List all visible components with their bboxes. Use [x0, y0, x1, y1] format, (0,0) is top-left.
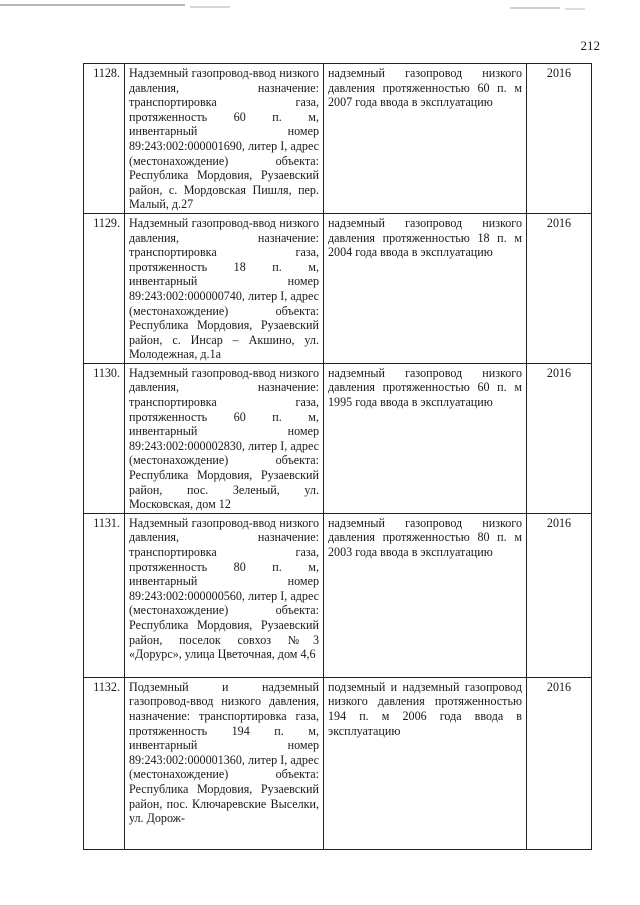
- year: 2016: [527, 677, 592, 849]
- row-number: 1132.: [84, 677, 125, 849]
- object-description: надземный газопровод низкого давления протяженностью 60 п. м 2007 года ввода в эксплуатацию: [324, 64, 527, 214]
- year: 2016: [527, 64, 592, 214]
- scan-edge-artifact: [0, 0, 640, 14]
- year: 2016: [527, 363, 592, 513]
- year: 2016: [527, 513, 592, 677]
- row-number: 1130.: [84, 363, 125, 513]
- row-number: 1131.: [84, 513, 125, 677]
- table-row: [84, 677, 592, 849]
- object-name: Надземный газопровод-ввод низкого давления, назначение: транспортировка газа, протяженность 18 п. м, инвентарный номер 89:243:002:000000740, литер I, адрес (местонахождение) объекта: Республика Мордовия, Рузаевский район, с. Инсар – Акшино, ул. Молодежная, д.1а: [125, 213, 324, 363]
- object-name: Подземный и надземный газопровод-ввод низкого давления, назначение: транспортировка газа, протяженность 194 п. м, инвентарный номер 89:243:002:000001360, литер I, адрес (местонахождение) объекта: Республика Мордовия, Рузаевский район, пос. Ключаревские Выселки, ул. Дорож-: [125, 677, 324, 849]
- object-description: подземный и надземный газопровод низкого давления протяженностью 194 п. м 2006 года ввода в эксплуатацию: [324, 677, 527, 849]
- object-description: надземный газопровод низкого давления протяженностью 60 п. м 1995 года ввода в эксплуатацию: [324, 363, 527, 513]
- table-row: [84, 213, 592, 363]
- table-row: [84, 513, 592, 677]
- row-number: 1129.: [84, 213, 125, 363]
- object-name: Надземный газопровод-ввод низкого давления, назначение: транспортировка газа, протяженность 80 п. м, инвентарный номер 89:243:002:000000560, литер I, адрес (местонахождение) объекта: Республика Мордовия, Рузаевский район, поселок совхоз №3 «Дорурс», улица Цветочная, дом 4,6: [125, 513, 324, 677]
- object-description: надземный газопровод низкого давления протяженностью 80 п. м 2003 года ввода в эксплуатацию: [324, 513, 527, 677]
- registry-table: [83, 63, 592, 850]
- object-description: надземный газопровод низкого давления протяженностью 18 п. м 2004 года ввода в эксплуатацию: [324, 213, 527, 363]
- year: 2016: [527, 213, 592, 363]
- object-name: Надземный газопровод-ввод низкого давления, назначение: транспортировка газа, протяженность 60 п. м, инвентарный номер 89:243:002:000001690, литер I, адрес (местонахождение) объекта: Республика Мордовия, Рузаевский район, с. Мордовская Пишля, пер. Малый, д.27: [125, 64, 324, 214]
- page-number: 212: [580, 38, 600, 53]
- table-row: [84, 64, 592, 214]
- table-row: [84, 363, 592, 513]
- row-number: 1128.: [84, 64, 125, 214]
- object-name: Надземный газопровод-ввод низкого давления, назначение: транспортировка газа, протяженность 60 п. м, инвентарный номер 89:243:002:000002830, литер I, адрес (местонахождение) объекта: Республика Мордовия, Рузаевский район, пос. Зеленый, ул. Московская, дом 12: [125, 363, 324, 513]
